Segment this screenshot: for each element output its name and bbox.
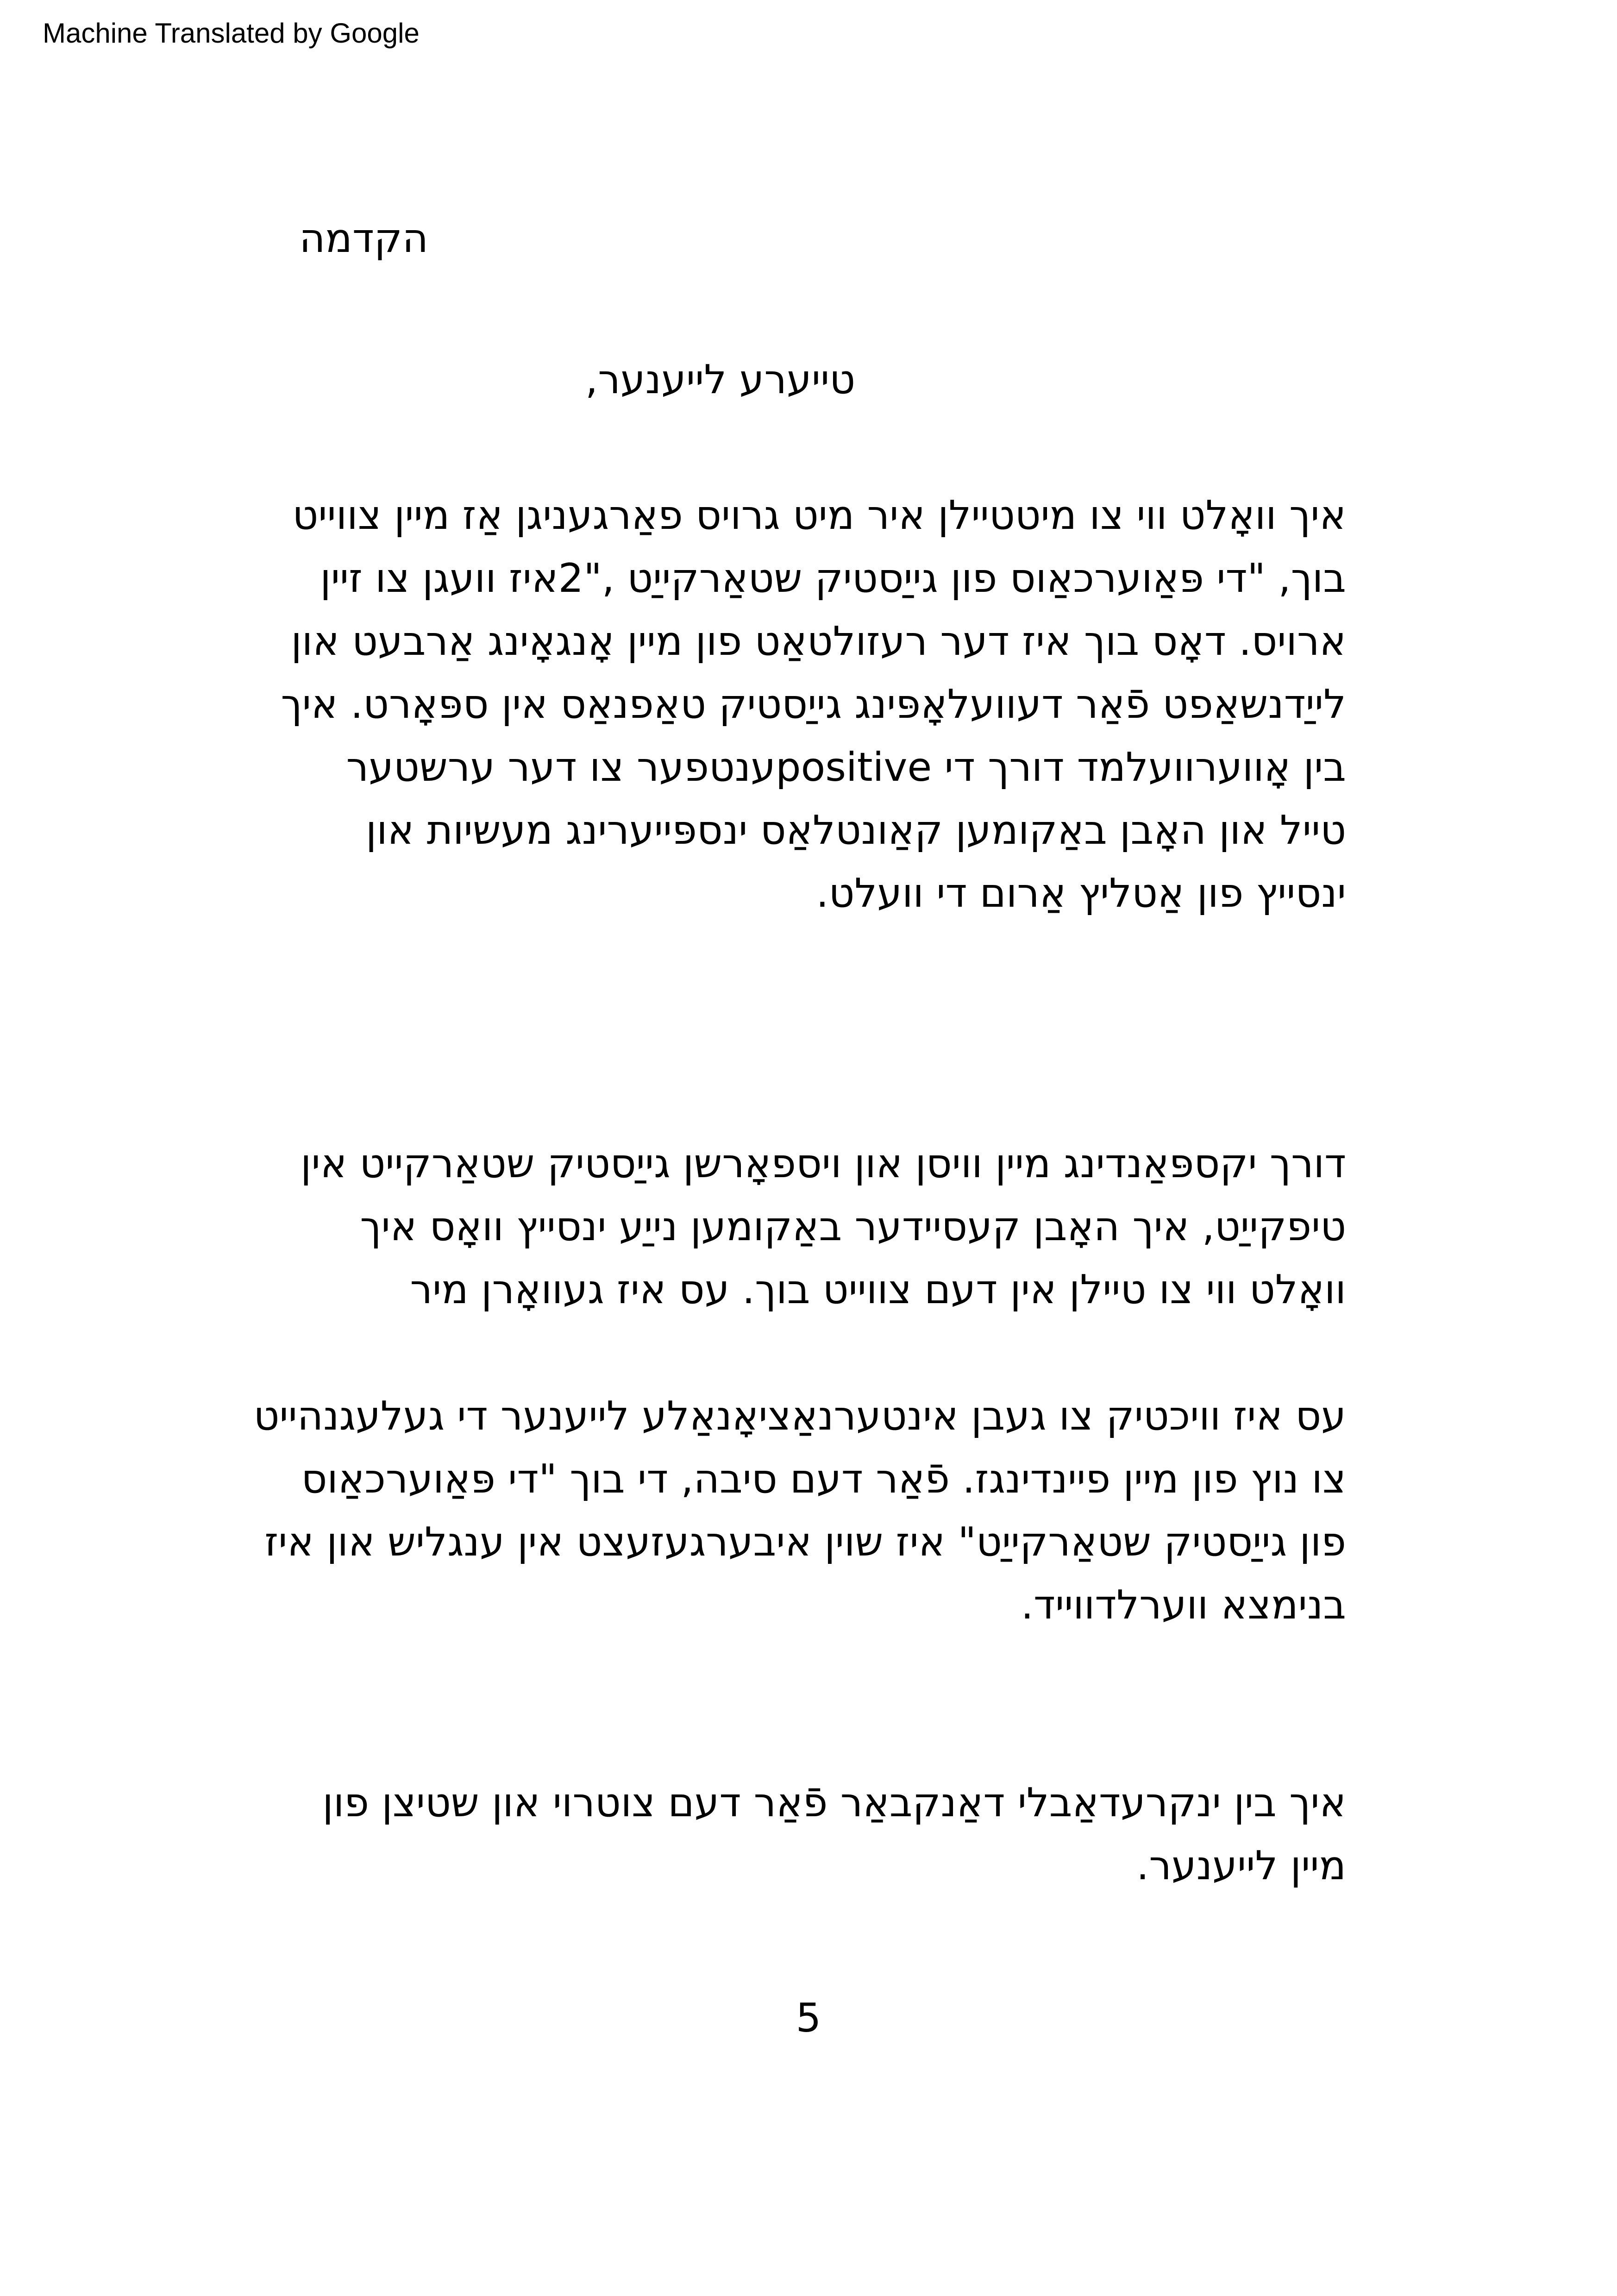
paragraph-4 [322,1771,1346,1897]
paragraph-line: דורך יקספּאַנדינג מיין וויסן און ויספאָרשן גייַסטיק שטאַרקייט אין [301,1141,1346,1187]
paragraph-line: עס איז וויכטיק צו געבן אינטערנאַציאָנאַלע לייענער די געלעגנהייט [253,1393,1346,1439]
paragraph-1 [281,484,1347,925]
paragraph-line: פון גייַסטיק שטאַרקייַט" איז שוין איבערגעזעצט אין ענגליש און איז [264,1519,1346,1565]
salutation: טייערע לייענער, [585,357,855,403]
paragraph-line: טיפקייַט, איך האָבן קעסיידער באַקומען נייַע ינסייץ וואָס איך [360,1204,1346,1250]
paragraph-line: וואָלט ווי צו טיילן אין דעם צווייט בוך. עס איז געוואָרן מיר [410,1267,1346,1313]
paragraph-3 [254,1385,1346,1637]
paragraph-line: איך וואָלט ווי צו מיטטיילן איר מיט גרויס פאַרגעניגן אַז מיין צווייט [292,492,1346,539]
paragraph-line: איך בין ינקרעדאַבלי דאַנקבאַר פֿאַר דעם צוטרוי און שטיצן פון [322,1780,1346,1826]
paragraph-line: ארויס. דאָס בוך איז דער רעזולטאַט פון מיין אָנגאָינג אַרבעט און [291,618,1346,665]
paragraph-line: מיין לייענער. [1136,1843,1346,1889]
page-heading: הקדמה [299,215,428,262]
paragraph-line: טייל און האָבן באַקומען קאַונטלאַס ינספּייערינג מעשיות און [365,807,1346,853]
paragraph-line: בנימצא ווערלדווייד. [1021,1582,1346,1628]
paragraph-line: לייַדנשאַפט פֿאַר דעוועלאָפּינג גייַסטיק טאַפנאַס אין ספּאָרט. איך [281,681,1346,728]
page-number: 5 [796,1995,821,2041]
paragraph-line: בין אָווערוועלמד דורך די positiveענטפער צו דער ערשטער [346,744,1346,790]
paragraph-line: צו נוץ פון מיין פיינדינגז. פֿאַר דעם סיבה, די בוך "די פּאַוערכאַוס [301,1456,1346,1502]
machine-translation-banner: Machine Translated by Google [43,18,420,49]
paragraph-line: בוך, "די פּאַוערכאַוס פון גייַסטיק שטאַרקייַט ,"2איז וועגן צו זיין [320,555,1346,602]
paragraph-line: ינסייץ פון אַטליץ אַרום די וועלט. [816,870,1346,916]
paragraph-2 [301,1132,1346,1321]
